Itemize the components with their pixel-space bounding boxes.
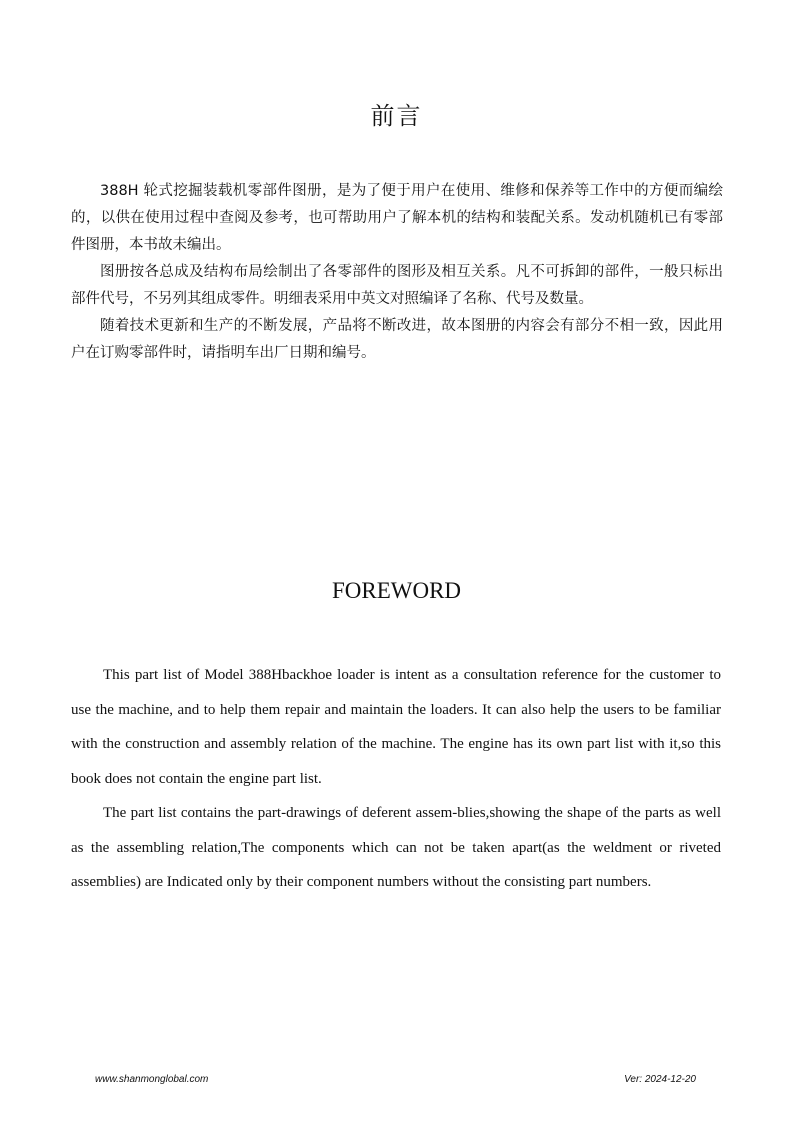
footer-version: Ver: 2024-12-20 xyxy=(624,1074,696,1085)
chinese-paragraph: 388H 轮式挖掘装载机零部件图册，是为了便于用户在使用、维修和保养等工作中的方便而编绘的，以供在使用过程中查阅及参考，也可帮助用户了解本机的结构和装配关系。发动机随机已有零部件图册，本书故未编出。 xyxy=(71,183,723,253)
foreword-paragraph: The part list contains the part-drawings of deferent assem-blies,showing the shape of the parts as well as the assembling relation,The components which can not be taken apart(as the weldment or riveted assemblies) are Indicated only by their component numbers without the consisting part numbers. xyxy=(71,805,721,890)
chinese-preface-title: 前言 xyxy=(370,102,423,130)
chinese-paragraph: 随着技术更新和生产的不断发展，产品将不断改进，故本图册的内容会有部分不相一致，因此用户在订购零部件时，请指明车出厂日期和编号。 xyxy=(71,318,723,361)
foreword-paragraph: This part list of Model 388Hbackhoe loader is intent as a consultation reference for the customer to use the machine, and to help them repair and maintain the loaders. It can also help the users to be familiar with the construction and assembly relation of the machine. The engine has its own part list with it,so this book does not contain the engine part list. xyxy=(71,667,721,787)
foreword-title: FOREWORD xyxy=(331,578,462,603)
chinese-paragraph: 图册按各总成及结构布局绘制出了各零部件的图形及相互关系。凡不可拆卸的部件，一般只标出部件代号，不另列其组成零件。明细表采用中英文对照编译了名称、代号及数量。 xyxy=(71,264,723,307)
footer-website: www.shanmonglobal.com xyxy=(95,1074,209,1085)
chinese-preface-body xyxy=(71,178,723,367)
foreword-body xyxy=(71,658,721,900)
